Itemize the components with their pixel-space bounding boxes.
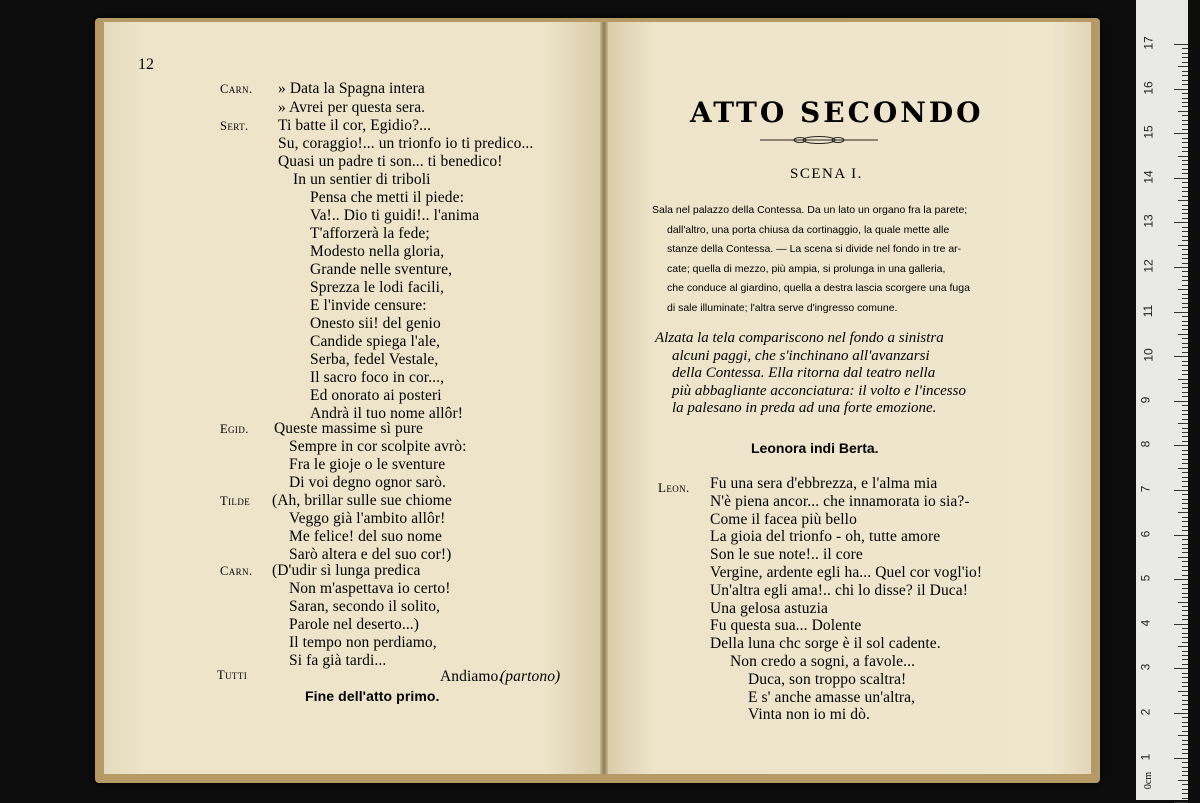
ruler-tick	[1182, 570, 1188, 571]
ruler-tick	[1182, 62, 1188, 63]
ruler-tick	[1174, 133, 1188, 134]
exit-direction: (partono)	[500, 668, 561, 685]
stage-description-line: che conduce al giardino, quella a destra lascia scorgere una fuga	[667, 282, 970, 294]
ruler-number: 8	[1138, 441, 1153, 448]
ruler-tick	[1182, 298, 1188, 299]
ruler-tick	[1182, 615, 1188, 616]
verse-line: » Data la Spagna intera	[278, 80, 425, 97]
ruler-tick	[1174, 222, 1188, 223]
verse-line: Vergine, ardente egli ha... Quel cor vogl'io!	[710, 564, 983, 581]
ruler-tick	[1178, 289, 1188, 290]
verse-line: Su, coraggio!... un trionfo io ti predico...	[278, 135, 534, 152]
ruler-number: 3	[1138, 664, 1153, 671]
ruler-tick	[1182, 793, 1188, 794]
verse-line: Sprezza le lodi facili,	[310, 279, 444, 296]
ruler-tick	[1182, 762, 1188, 763]
ruler-tick	[1182, 436, 1188, 437]
ruler-tick	[1178, 602, 1188, 603]
ruler-tick	[1182, 722, 1188, 723]
ruler-tick	[1182, 686, 1188, 687]
ruler-tick	[1182, 160, 1188, 161]
ruler-tick	[1182, 544, 1188, 545]
ruler-tick	[1182, 744, 1188, 745]
ruler-tick	[1182, 441, 1188, 442]
ruler-tick	[1182, 343, 1188, 344]
ruler-tick	[1182, 365, 1188, 366]
ruler-number: 12	[1141, 259, 1156, 273]
ruler-tick	[1182, 704, 1188, 705]
verse-line: Sempre in cor scolpite avrò:	[289, 438, 467, 455]
ruler-tick	[1182, 352, 1188, 353]
ruler-number: 6	[1138, 530, 1153, 537]
verse-line: La gioia del trionfo - oh, tutte amore	[710, 528, 941, 546]
ruler-tick	[1182, 628, 1188, 629]
ruler-tick	[1182, 477, 1188, 478]
verse-line: N'è piena ancor... che innamorata io sia?-	[710, 492, 970, 510]
ruler-tick	[1174, 579, 1188, 580]
ruler-tick	[1174, 668, 1188, 669]
ruler-tick	[1182, 142, 1188, 143]
measuring-ruler	[1136, 0, 1188, 800]
ruler-tick	[1182, 651, 1188, 652]
ruler-tick	[1182, 280, 1188, 281]
ruler-tick	[1182, 677, 1188, 678]
ruler-tick	[1182, 709, 1188, 710]
ruler-tick	[1182, 329, 1188, 330]
ruler-tick	[1182, 428, 1188, 429]
verse-line: Il tempo non perdiamo,	[289, 634, 437, 651]
verse-line: Un'altra egli ama!.. chi lo disse? il Duca!	[710, 581, 969, 599]
ruler-tick	[1182, 561, 1188, 562]
ruler-tick	[1182, 383, 1188, 384]
ruler-tick	[1182, 120, 1188, 121]
verse-line: Onesto sii! del genio	[310, 315, 441, 332]
ruler-tick	[1182, 129, 1188, 130]
ruler-tick	[1178, 735, 1188, 736]
ruler-tick	[1174, 401, 1188, 402]
ruler-tick	[1178, 468, 1188, 469]
ruler-number: 11	[1141, 304, 1156, 317]
ruler-tick	[1174, 445, 1188, 446]
ruler-tick	[1174, 490, 1188, 491]
stage-description-line: di sale illuminate; l'altra serve d'ingresso comune.	[667, 301, 898, 314]
speaker-label: Sert.	[220, 119, 249, 133]
ruler-tick	[1182, 53, 1188, 54]
ruler-tick	[1182, 521, 1188, 522]
ruler-tick	[1182, 726, 1188, 727]
verse-line: Andrà il tuo nome allôr!	[310, 405, 464, 422]
ruler-tick	[1182, 700, 1188, 701]
ruler-tick	[1182, 740, 1188, 741]
ruler-tick	[1182, 48, 1188, 49]
verse-line: Duca, son troppo scaltra!	[748, 670, 907, 688]
ruler-tick	[1182, 588, 1188, 589]
ruler-tick	[1182, 196, 1188, 197]
ruler-tick	[1182, 271, 1188, 272]
ruler-tick	[1178, 646, 1188, 647]
stage-description-line: cate; quella di mezzo, più ampia, si prolunga in una galleria,	[667, 262, 946, 275]
ruler-number: 9	[1138, 396, 1153, 404]
verse-line: Come il facea più bello	[710, 510, 857, 528]
ruler-tick	[1182, 258, 1188, 259]
ruler-tick	[1182, 508, 1188, 509]
stage-description-line: dall'altro, una porta chiusa da cortinaggio, la quale mette alle	[667, 223, 950, 236]
ruler-tick	[1182, 57, 1188, 58]
verse-line: Quasi un padre ti son... ti benedico!	[278, 153, 503, 170]
verse-line: Fra le gioje o le sventure	[289, 456, 446, 473]
ruler-tick	[1182, 71, 1188, 72]
ruler-tick	[1182, 307, 1188, 308]
ruler-tick	[1182, 432, 1188, 433]
verse-line: Non m'aspettava io certo!	[289, 580, 451, 597]
ruler-tick	[1182, 191, 1188, 192]
speaker-label: Tilde	[220, 494, 251, 508]
speaker-tutti: Tutti	[217, 668, 248, 682]
ruler-tick	[1182, 499, 1188, 500]
verse-line: E l'invide censure:	[310, 297, 427, 314]
verse-line: Queste massime sì pure	[274, 420, 423, 437]
verse-line: Una gelosa astuzia	[710, 599, 829, 617]
ruler-tick	[1182, 664, 1188, 665]
ruler-tick	[1178, 423, 1188, 424]
verse-line: Si fa già tardi...	[289, 652, 387, 669]
ruler-tick	[1182, 169, 1188, 170]
ruler-tick	[1182, 593, 1188, 594]
ruler-tick	[1182, 606, 1188, 607]
verse-line: Parole nel deserto...)	[289, 616, 420, 633]
verse-line: Modesto nella gloria,	[310, 243, 445, 260]
stage-direction-line: più abbagliante acconciatura: il volto e l'incesso	[672, 382, 966, 399]
ornament-divider	[760, 134, 878, 146]
ruler-tick	[1182, 98, 1188, 99]
ruler-tick	[1178, 512, 1188, 513]
ruler-tick	[1182, 75, 1188, 76]
verse-line: Saran, secondo il solito,	[289, 598, 441, 615]
stage-description-line: stanze della Contessa. — La scena si divide nel fondo in tre ar-	[667, 243, 962, 255]
ruler-tick	[1182, 236, 1188, 237]
verse-line: Di voi degno ognor sarò.	[289, 474, 446, 491]
ruler-tick	[1182, 784, 1188, 785]
ruler-number: 4	[1138, 619, 1153, 627]
ruler-tick	[1178, 111, 1188, 112]
verse-line: » Avrei per questa sera.	[278, 99, 426, 116]
ruler-number: 1	[1138, 753, 1153, 760]
verse-line: Vinta non io mi dò.	[748, 706, 870, 724]
ruler-number: 5	[1138, 574, 1153, 582]
ruler-number: 7	[1138, 485, 1153, 493]
ruler-tick	[1178, 156, 1188, 157]
ruler-tick	[1182, 106, 1188, 107]
verse-line: E s' anche amasse un'altra,	[748, 688, 916, 706]
ruler-unit-label: 0cm	[1143, 771, 1155, 790]
ruler-tick	[1178, 200, 1188, 201]
ruler-tick	[1174, 535, 1188, 536]
ruler-tick	[1182, 249, 1188, 250]
verse-line: Ed onorato ai posteri	[310, 387, 442, 404]
ruler-tick	[1182, 472, 1188, 473]
ruler-tick	[1182, 481, 1188, 482]
ruler-tick	[1182, 80, 1188, 81]
ruler-tick	[1182, 450, 1188, 451]
verse-line: Me felice! del suo nome	[289, 528, 442, 545]
ruler-tick	[1182, 655, 1188, 656]
page-number: 12	[138, 56, 154, 73]
ruler-tick	[1182, 633, 1188, 634]
ruler-tick	[1182, 539, 1188, 540]
ruler-tick	[1182, 798, 1188, 799]
ruler-tick	[1182, 566, 1188, 567]
ruler-tick	[1182, 682, 1188, 683]
ruler-number: 2	[1138, 708, 1153, 716]
ruler-tick	[1182, 182, 1188, 183]
ruler-tick	[1182, 405, 1188, 406]
verse-line: (D'udir sì lunga predica	[272, 562, 421, 579]
ruler-tick	[1182, 231, 1188, 232]
speaker-leonora: Leon.	[658, 480, 690, 495]
ruler-tick	[1174, 267, 1188, 268]
ruler-tick	[1182, 454, 1188, 455]
ruler-tick	[1174, 44, 1188, 45]
verse-line: Fu una sera d'ebbrezza, e l'alma mia	[710, 475, 938, 492]
ruler-tick	[1182, 731, 1188, 732]
ruler-tick	[1182, 240, 1188, 241]
ruler-number: 15	[1141, 125, 1156, 139]
stage-direction-line: della Contessa. Ella ritorna dal teatro nella	[672, 365, 936, 381]
ruler-tick	[1182, 347, 1188, 348]
ruler-tick	[1178, 557, 1188, 558]
ruler-tick	[1182, 410, 1188, 411]
ruler-tick	[1174, 758, 1188, 759]
ruler-tick	[1174, 89, 1188, 90]
end-of-act: Fine dell'atto primo.	[305, 688, 440, 704]
ruler-tick	[1182, 209, 1188, 210]
characters-line: Leonora indi Berta.	[751, 440, 879, 456]
ruler-tick	[1178, 66, 1188, 67]
verse-line: In un sentier di triboli	[293, 171, 431, 188]
ruler-tick	[1182, 517, 1188, 518]
ruler-tick	[1182, 717, 1188, 718]
verse-line: T'afforzerà la fede;	[310, 225, 430, 242]
ruler-tick	[1182, 486, 1188, 487]
ruler-tick	[1182, 254, 1188, 255]
ruler-tick	[1182, 552, 1188, 553]
speaker-label: Carn.	[220, 564, 253, 578]
stage-direction-line: Alzata la tela compariscono nel fondo a sinistra	[655, 330, 944, 346]
ruler-tick	[1174, 356, 1188, 357]
ruler-tick	[1182, 374, 1188, 375]
ruler-tick	[1182, 124, 1188, 125]
ruler-tick	[1174, 178, 1188, 179]
ruler-tick	[1178, 780, 1188, 781]
verse-line: Il sacro foco in cor...,	[310, 369, 445, 386]
ruler-tick	[1182, 361, 1188, 362]
ruler-tick	[1182, 387, 1188, 388]
ruler-tick	[1182, 115, 1188, 116]
ruler-tick	[1182, 263, 1188, 264]
ruler-tick	[1182, 526, 1188, 527]
ruler-tick	[1182, 619, 1188, 620]
ruler-tick	[1182, 575, 1188, 576]
ruler-tick	[1182, 419, 1188, 420]
ruler-tick	[1182, 321, 1188, 322]
ruler-tick	[1182, 459, 1188, 460]
ruler-tick	[1182, 767, 1188, 768]
ruler-tick	[1182, 597, 1188, 598]
ruler-tick	[1178, 379, 1188, 380]
ruler-tick	[1182, 392, 1188, 393]
ruler-tick	[1182, 637, 1188, 638]
verse-line: Pensa che metti il piede:	[310, 189, 465, 206]
ruler-tick	[1182, 227, 1188, 228]
speaker-label: Egid.	[220, 422, 249, 436]
ruler-number: 13	[1141, 214, 1156, 229]
ruler-tick	[1182, 659, 1188, 660]
ruler-tick	[1182, 610, 1188, 611]
ruler-number: 16	[1141, 80, 1156, 95]
ruler-tick	[1174, 624, 1188, 625]
ruler-tick	[1182, 93, 1188, 94]
ruler-tick	[1182, 463, 1188, 464]
ruler-tick	[1182, 213, 1188, 214]
ruler-tick	[1174, 312, 1188, 313]
verse-line: Va!.. Dio ti guidi!.. l'anima	[310, 207, 480, 224]
ruler-tick	[1182, 749, 1188, 750]
ruler-tick	[1182, 294, 1188, 295]
ruler-number: 10	[1141, 348, 1156, 362]
ruler-number: 17	[1141, 36, 1156, 50]
ruler-tick	[1182, 338, 1188, 339]
ruler-tick	[1182, 396, 1188, 397]
ruler-tick	[1178, 691, 1188, 692]
ruler-tick	[1182, 789, 1188, 790]
ruler-tick	[1178, 245, 1188, 246]
verse-line: Serba, fedel Vestale,	[310, 351, 439, 368]
ruler-tick	[1182, 276, 1188, 277]
ruler-tick	[1182, 205, 1188, 206]
ruler-tick	[1182, 187, 1188, 188]
ruler-number: 14	[1141, 170, 1156, 184]
verse-line: Grande nelle sventure,	[310, 261, 453, 278]
ruler-tick	[1182, 494, 1188, 495]
ruler-tick	[1182, 316, 1188, 317]
verse-line: Della luna chc sorge è il sol cadente.	[710, 635, 941, 653]
tutti-line: Andiamo.	[440, 668, 503, 685]
ruler-tick	[1182, 503, 1188, 504]
verse-line: (Ah, brillar sulle sue chiome	[272, 492, 452, 509]
ruler-tick	[1182, 771, 1188, 772]
ruler-tick	[1182, 138, 1188, 139]
ruler-tick	[1182, 303, 1188, 304]
verse-line: Veggo già l'ambito allôr!	[289, 510, 446, 527]
stage-direction-line: la palesano in preda ad una forte emozione.	[672, 400, 937, 416]
speaker-label: Carn.	[220, 82, 253, 96]
ruler-tick	[1182, 642, 1188, 643]
ruler-tick	[1182, 414, 1188, 415]
ruler-tick	[1182, 548, 1188, 549]
ruler-tick	[1178, 334, 1188, 335]
ruler-tick	[1182, 775, 1188, 776]
verse-line: Sarò altera e del suo cor!)	[289, 546, 452, 563]
verse-line: Non credo a sogni, a favole...	[730, 653, 916, 670]
ruler-tick	[1182, 584, 1188, 585]
ruler-tick	[1182, 325, 1188, 326]
act-title: ATTO SECONDO	[690, 96, 984, 129]
verse-line: Son le sue note!.. il core	[710, 546, 863, 564]
ruler-tick	[1182, 370, 1188, 371]
verse-line: Fu questa sua... Dolente	[710, 617, 862, 635]
ruler-tick	[1182, 530, 1188, 531]
ruler-tick	[1182, 102, 1188, 103]
stage-direction-line: alcuni paggi, che s'inchinano all'avanzarsi	[672, 347, 930, 364]
ruler-tick	[1182, 84, 1188, 85]
ruler-tick	[1182, 151, 1188, 152]
ruler-tick	[1182, 673, 1188, 674]
book-spine	[600, 22, 608, 774]
scene-title: SCENA I.	[790, 166, 863, 182]
ruler-tick	[1182, 218, 1188, 219]
ruler-tick	[1182, 285, 1188, 286]
ruler-tick	[1182, 164, 1188, 165]
verse-line: Ti batte il cor, Egidio?...	[278, 117, 432, 134]
ruler-tick	[1182, 695, 1188, 696]
ruler-tick	[1182, 173, 1188, 174]
ruler-tick	[1174, 713, 1188, 714]
stage-description-line: Sala nel palazzo della Contessa. Da un lato un organo fra la parete;	[652, 204, 968, 216]
verse-line: Candide spiega l'ale,	[310, 333, 441, 350]
ruler-tick	[1182, 147, 1188, 148]
ruler-tick	[1182, 753, 1188, 754]
